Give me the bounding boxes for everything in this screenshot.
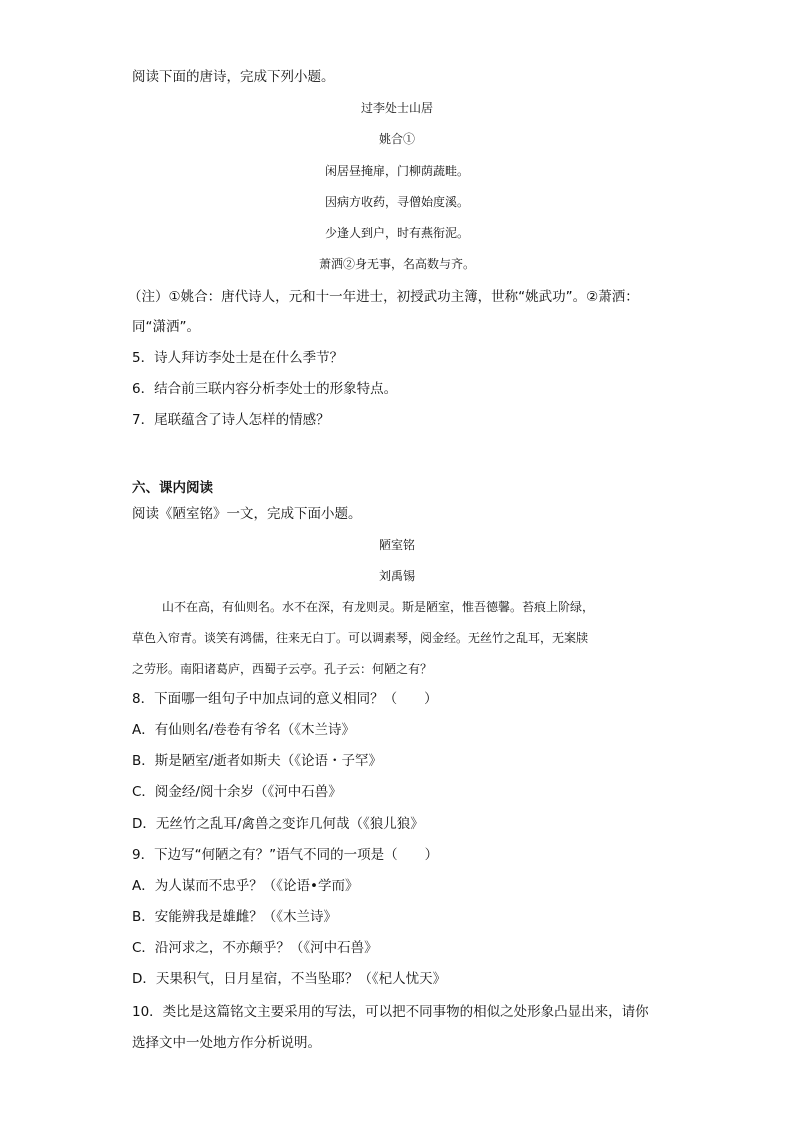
question-8-option-c: C．阅金经/阅十余岁（《河中石兽》 <box>132 784 342 800</box>
question-8-option-d: D．无丝竹之乱耳/禽兽之变诈几何哉（《狼儿狼》 <box>132 816 424 832</box>
section2-intro: 阅读《陋室铭》一文，完成下面小题。 <box>132 506 362 522</box>
poem-line-3: 少逢人到户，时有燕衔泥。 <box>324 226 469 240</box>
poem-note-line-2: 同“潇洒”。 <box>132 319 200 335</box>
question-5: 5．诗人拜访李处士是在什么季节？ <box>132 350 344 366</box>
essay-author: 刘禹锡 <box>378 569 415 583</box>
question-9-option-a: A．为人谋而不忠乎？（《论语•学而》 <box>132 878 359 894</box>
section2-heading: 六、课内阅读 <box>132 480 213 496</box>
question-9-option-b: B．安能辨我是雄雌？（《木兰诗》 <box>132 909 338 925</box>
essay-title: 陋室铭 <box>378 538 415 552</box>
poem-line-4: 萧洒②身无事，名高数与齐。 <box>318 257 475 271</box>
question-8-option-a: A．有仙则名/卷卷有爷名（《木兰诗》 <box>132 722 356 738</box>
question-9: 9．下边写“何陋之有？”语气不同的一项是（ ） <box>132 847 439 863</box>
essay-paragraph-line-3: 之劳形。南阳诸葛庐，西蜀子云亭。孔子云：何陋之有？ <box>132 662 433 676</box>
poem-author: 姚合① <box>378 132 415 146</box>
question-9-option-c: C．沿河求之，不亦颠乎？（《河中石兽》 <box>132 940 378 956</box>
poem-line-2: 因病方收药，寻僧始度溪。 <box>324 195 469 209</box>
essay-paragraph-line-2: 草色入帘青。谈笑有鸿儒，往来无白丁。可以调素琴，阅金经。无丝竹之乱耳，无案牍 <box>132 631 589 645</box>
question-10-line-2: 选择文中一处地方作分析说明。 <box>132 1035 321 1051</box>
question-10-line-1: 10．类比是这篇铭文主要采用的写法，可以把不同事物的相似之处形象凸显出来，请你 <box>132 1004 649 1020</box>
section1-intro: 阅读下面的唐诗，完成下列小题。 <box>132 69 335 85</box>
question-9-option-d: D．天果积气，日月星宿，不当坠耶？（《杞人忧天》 <box>132 971 447 987</box>
question-8-option-b: B．斯是陋室/逝者如斯夫（《论语・子罕》 <box>132 753 383 769</box>
poem-title: 过李处士山居 <box>360 101 433 115</box>
poem-line-1: 闲居昼掩扉，门柳荫蔬畦。 <box>324 164 469 178</box>
essay-paragraph-line-1: 山不在高，有仙则名。水不在深，有龙则灵。斯是陋室，惟吾德馨。苔痕上阶绿， <box>162 600 595 614</box>
question-7: 7．尾联蕴含了诗人怎样的情感？ <box>132 412 330 428</box>
poem-note-line-1: （注）①姚合：唐代诗人，元和十一年进士，初授武功主簿，世称“姚武功”。②萧洒： <box>128 289 639 305</box>
question-8: 8．下面哪一组句子中加点词的意义相同？（ ） <box>132 691 438 707</box>
question-6: 6．结合前三联内容分析李处士的形象特点。 <box>132 381 398 397</box>
